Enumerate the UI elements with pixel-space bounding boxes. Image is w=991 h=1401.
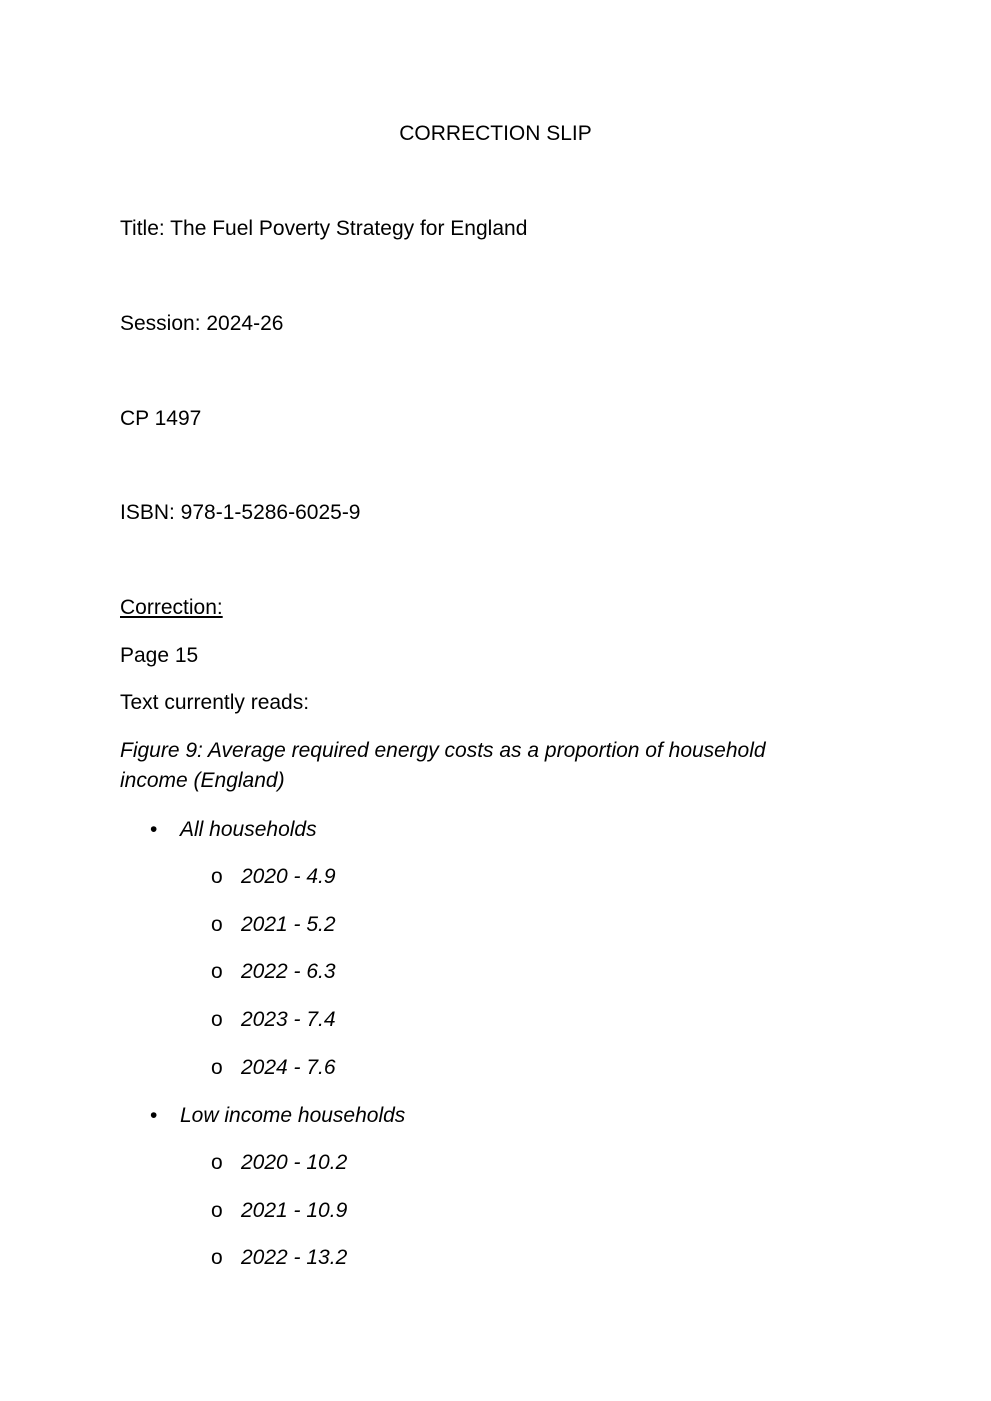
list-item: • All households [180,815,317,845]
circle-bullet-icon: o [211,960,223,983]
list-item: o 2024 - 7.6 [241,1053,336,1083]
cp-line: CP 1497 [120,407,202,430]
list-item: o 2020 - 10.2 [241,1148,347,1178]
list-item: o 2020 - 4.9 [241,862,336,892]
list-item: o 2021 - 10.9 [241,1196,347,1226]
session-line: Session: 2024-26 [120,312,284,335]
circle-bullet-icon: o [211,913,223,936]
title-line: Title: The Fuel Poverty Strategy for England [120,217,528,240]
circle-bullet-icon: o [211,1151,223,1174]
reads-line: Text currently reads: [120,691,310,714]
bullet-icon: • [150,818,158,841]
bullet-icon: • [150,1104,158,1127]
list-item: o 2022 - 6.3 [241,957,336,987]
circle-bullet-icon: o [211,1056,223,1079]
list-item: • Low income households [180,1101,405,1131]
page-line: Page 15 [120,644,199,667]
circle-bullet-icon: o [211,1008,223,1031]
list-item: o 2023 - 7.4 [241,1005,336,1035]
isbn-line: ISBN: 978-1-5286-6025-9 [120,501,361,524]
list-item: o 2021 - 5.2 [241,910,336,940]
heading: CORRECTION SLIP [399,122,592,145]
circle-bullet-icon: o [211,1199,223,1222]
list-item: o 2022 - 13.2 [241,1243,347,1273]
correction-label: Correction: [120,596,223,619]
figure-caption-1: Figure 9: Average required energy costs as a proportion of household [120,739,766,762]
circle-bullet-icon: o [211,865,223,888]
figure-caption-2: income (England) [120,769,285,792]
circle-bullet-icon: o [211,1246,223,1269]
